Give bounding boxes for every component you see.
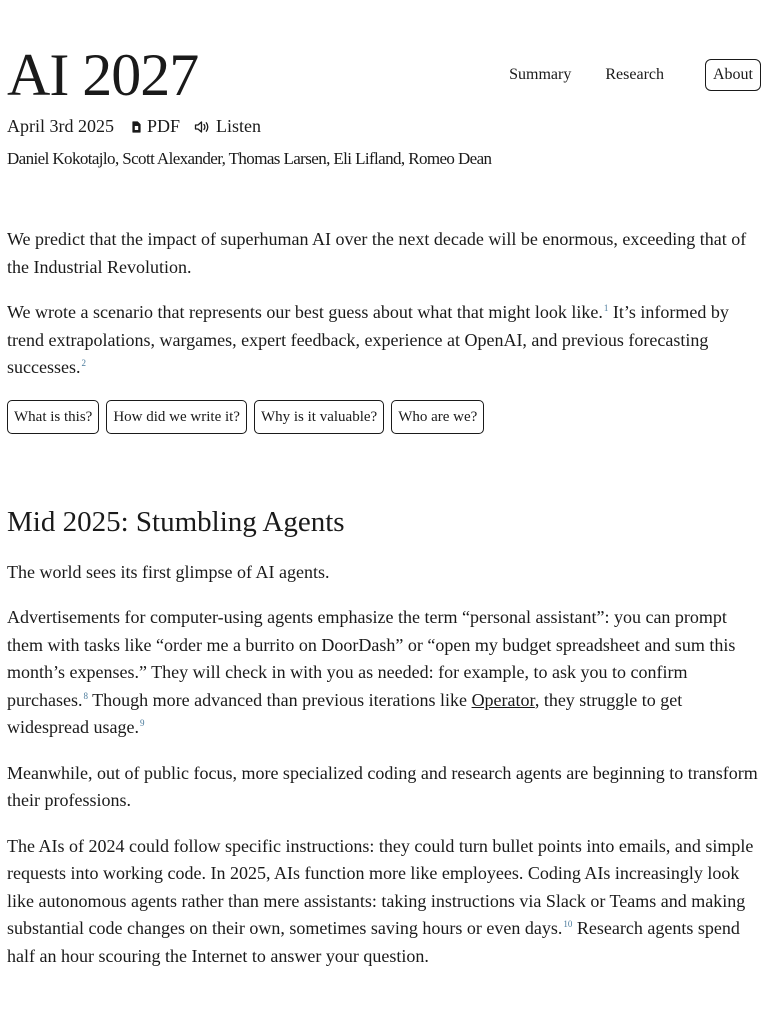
site-header xyxy=(7,40,761,110)
pdf-label: PDF xyxy=(147,116,181,136)
article-content xyxy=(7,226,767,988)
section-heading: Mid 2025: Stumbling Agents xyxy=(7,505,345,538)
meta-row xyxy=(7,116,275,137)
document-icon xyxy=(132,121,141,133)
section-paragraph-3: Meanwhile, out of public focus, more specialized coding and research agents are beginning to transform their professions. xyxy=(7,762,758,810)
listen-label: Listen xyxy=(216,116,262,136)
section-p4-text-a: The AIs of 2024 could follow specific instructions: they could turn bullet points into emails, and simple requests into working code. In 2025, AIs function more like employees. Coding AIs increasingly look like autonomous agents rather than mere assistants: taking instructions via Slack or Teams and making substantial code changes on their own, sometimes saving hours or even days. xyxy=(7,835,754,938)
intro-p2-text-b: It’s informed by trend extrapolations, wargames, expert feedback, experience at OpenAI, and previous forecasting successes. xyxy=(7,302,729,377)
nav-summary-link[interactable]: Summary xyxy=(509,66,572,83)
speaker-icon xyxy=(194,120,210,134)
how-did-we-write-it-button[interactable]: How did we write it? xyxy=(106,400,247,434)
nav-about-button[interactable]: About xyxy=(705,59,761,91)
who-are-we-button[interactable]: Who are we? xyxy=(391,400,484,434)
publish-date: April 3rd 2025 xyxy=(7,116,114,136)
operator-link[interactable]: Operator xyxy=(471,689,535,710)
section-p4-text-b: Research agents spend half an hour scouring the Internet to answer your question. xyxy=(7,918,740,966)
intro-paragraph-2 xyxy=(7,299,767,382)
authors: Daniel Kokotajlo, Scott Alexander, Thomas Larsen, Eli Lifland, Romeo Dean xyxy=(7,149,492,168)
nav-research-link[interactable]: Research xyxy=(605,66,664,83)
pdf-link[interactable] xyxy=(132,116,180,137)
section-paragraph-2 xyxy=(7,604,767,742)
why-is-it-valuable-button[interactable]: Why is it valuable? xyxy=(254,400,384,434)
footnote-9[interactable]: 9 xyxy=(139,718,145,728)
what-is-this-button[interactable]: What is this? xyxy=(7,400,99,434)
footnote-2[interactable]: 2 xyxy=(81,358,86,368)
section-paragraph-4 xyxy=(7,833,767,971)
faq-pill-row xyxy=(7,400,767,434)
section-p2-text-b: Though more advanced than previous iterations like xyxy=(87,689,472,710)
intro-p2-text-a: We wrote a scenario that represents our best guess about what that might look like. xyxy=(7,302,603,322)
section-p2-text-a: Advertisements for computer-using agents emphasize the term “personal assistant”: you can prompt them with tasks like “order me a burrito on DoorDash” or “open my budget spreadsheet and sum this month’s expenses.” They will check in with you as needed: for example, to ask you to confirm purchases. xyxy=(7,607,736,710)
main-nav xyxy=(475,59,761,91)
footnote-8[interactable]: 8 xyxy=(83,690,88,701)
section-paragraph-1: The world sees its first glimpse of AI agents. xyxy=(7,561,330,582)
footnote-1[interactable]: 1 xyxy=(603,303,609,313)
intro-paragraph-1: We predict that the impact of superhuman AI over the next decade will be enormous, exceeding that of the Industrial Revolution. xyxy=(7,229,747,277)
listen-link[interactable] xyxy=(194,116,261,137)
section-p2-text-c: , they struggle to get widespread usage. xyxy=(7,689,683,737)
site-title[interactable]: AI 2027 xyxy=(7,42,199,108)
footnote-10[interactable]: 10 xyxy=(563,919,573,929)
